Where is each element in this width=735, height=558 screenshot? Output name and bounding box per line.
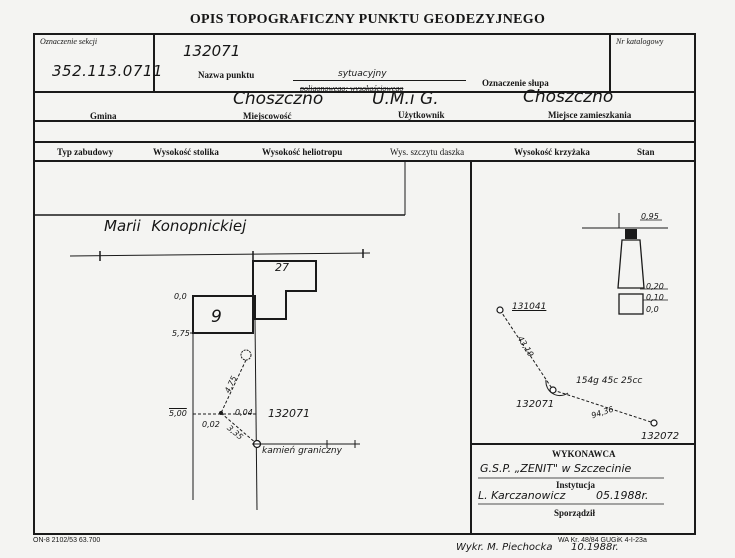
angle-label: 154g 45c 25cc bbox=[576, 376, 643, 386]
slupa-label: Oznaczenie słupa bbox=[482, 78, 549, 88]
building-9-number: 9 bbox=[211, 307, 222, 327]
dim-004: 0,04 bbox=[235, 408, 253, 417]
distance-4319: 43,19 bbox=[515, 334, 536, 359]
sylu-value: sytuacyjny bbox=[338, 69, 387, 79]
gmina-value: Choszczno bbox=[233, 89, 324, 109]
document-title: OPIS TOPOGRAFICZNY PUNKTU GEODEZYJNEGO bbox=[189, 12, 546, 27]
profile-095: 0,95 bbox=[641, 212, 659, 221]
dim-00: 0,0 bbox=[174, 292, 187, 301]
author-date: 05.1988r. bbox=[596, 489, 649, 502]
footer-right: WA Kr. 48/84 GUGiK 4-I-23a bbox=[558, 537, 647, 544]
author-name: L. Karczanowicz bbox=[478, 489, 566, 502]
miejscowosc-label: Miejscowość bbox=[243, 111, 292, 121]
footer-left: ON-8 2102/53 63.700 bbox=[33, 537, 101, 544]
uzytkownik-label: Użytkownik bbox=[398, 110, 445, 120]
stone-label: kamień graniczny bbox=[262, 446, 342, 456]
dim-475: 4,75 bbox=[223, 374, 239, 395]
wykr-date: 10.1988r. bbox=[571, 542, 619, 553]
sekcja-label: Oznaczenie sekcji bbox=[40, 37, 98, 46]
profile-020: 0,20 bbox=[646, 282, 664, 291]
building-27-number: 27 bbox=[275, 261, 289, 274]
col-typ-zabudowy: Typ zabudowy bbox=[57, 147, 114, 157]
dim-002: 0,02 bbox=[202, 420, 220, 429]
col-wys-daszka: Wys. szczytu daszka bbox=[390, 147, 465, 157]
uzytkownik-value: U.M.i G. bbox=[372, 89, 439, 109]
wykonawca-label: WYKONAWCA bbox=[552, 449, 616, 459]
dim-500: 5,00 bbox=[169, 409, 187, 418]
point-132071-sketch: 132071 bbox=[268, 407, 310, 420]
instytucja-label: Instytucja bbox=[556, 480, 596, 490]
zamieszkania-value: Choszczno bbox=[523, 87, 614, 107]
profile-010: 0,10 bbox=[646, 293, 664, 302]
zamieszkania-label: Miejsce zamieszkania bbox=[548, 110, 632, 120]
sporzadzil-label: Sporządził bbox=[554, 508, 596, 518]
col-stan: Stan bbox=[637, 147, 655, 157]
gmina-label: Gmina bbox=[90, 111, 117, 121]
dim-575: 5,75 bbox=[172, 329, 190, 338]
wykr-label: Wykr. M. Piechocka bbox=[456, 542, 553, 553]
dim-335: 3,35 bbox=[225, 423, 245, 442]
point-132071: 132071 bbox=[516, 399, 555, 410]
wykonawca-value: G.S.P. „ZENIT" w Szczecinie bbox=[480, 462, 632, 475]
col-wysokosc-krzyzaka: Wysokość krzyżaka bbox=[514, 147, 590, 157]
point-131041: 131041 bbox=[512, 302, 547, 312]
profile-000: 0,0 bbox=[646, 305, 659, 314]
katalog-label: Nr katalogowy bbox=[616, 37, 664, 46]
poligon-label: poligonowego; wysokościowego bbox=[300, 84, 404, 93]
distance-9436: 94,36 bbox=[590, 404, 615, 421]
point-132072: 132072 bbox=[641, 431, 680, 442]
col-wysokosc-heliotropu: Wysokość heliotropu bbox=[262, 147, 343, 157]
col-wysokosc-stolika: Wysokość stolika bbox=[153, 147, 219, 157]
street-name: Marii Konopnickiej bbox=[104, 217, 247, 235]
nazwa-value: 132071 bbox=[183, 42, 241, 60]
sekcja-value: 352.113.0711 bbox=[52, 62, 163, 80]
nazwa-label: Nazwa punktu bbox=[198, 70, 255, 80]
